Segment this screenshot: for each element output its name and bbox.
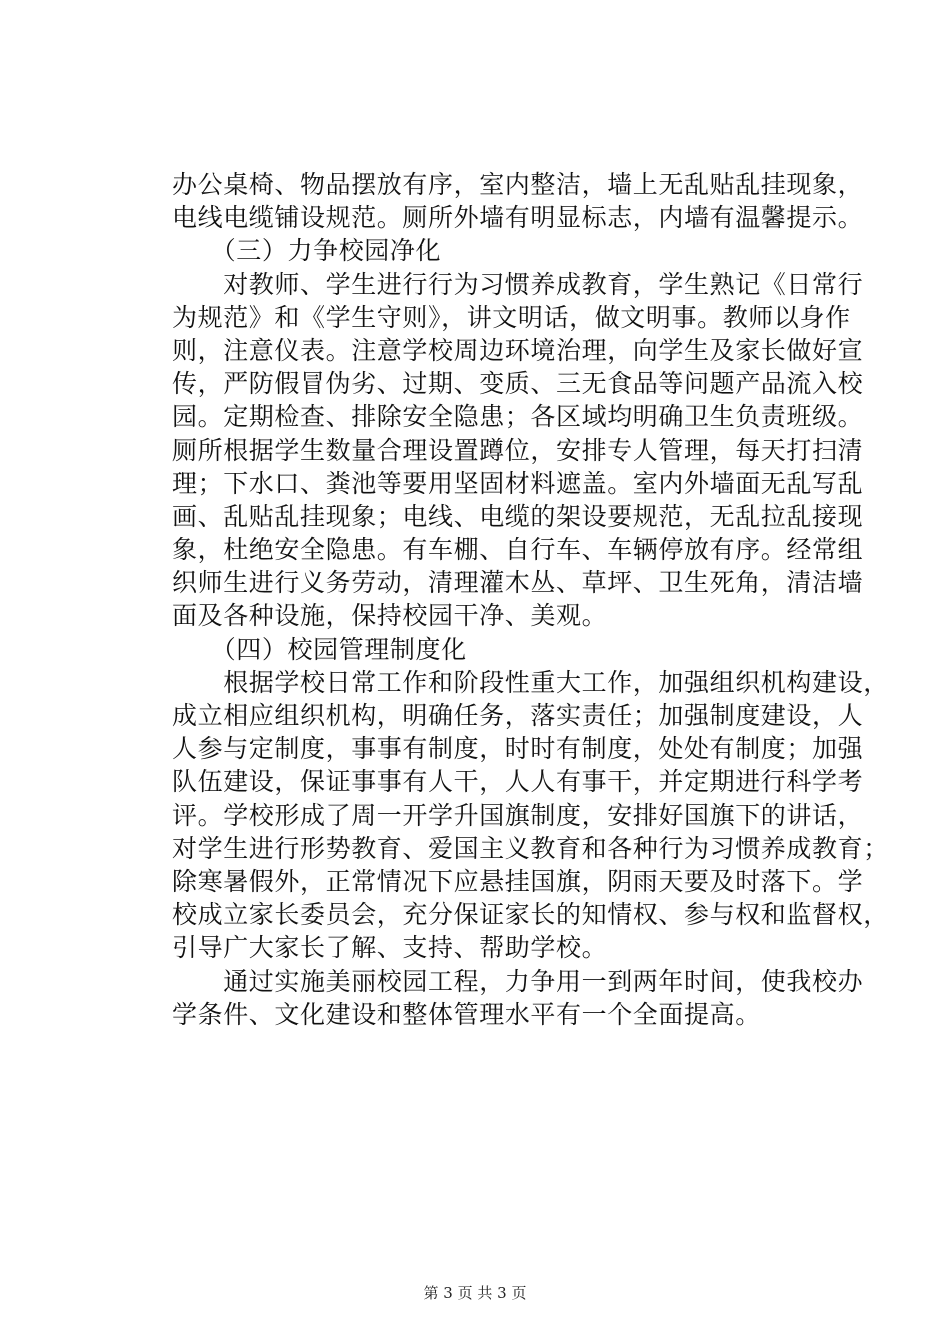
- body-line: 学条件、文化建设和整体管理水平有一个全面提高。: [172, 999, 761, 1029]
- section-heading: （四）校园管理制度化: [172, 634, 467, 664]
- body-line: 除寒暑假外，正常情况下应悬挂国旗，阴雨天要及时落下。学: [172, 866, 864, 896]
- body-line: 园。定期检查、排除安全隐患；各区域均明确卫生负责班级。: [172, 402, 864, 432]
- page-number: 第 3 页 共 3 页: [423, 1284, 527, 1302]
- body-line: 厕所根据学生数量合理设置蹲位，安排专人管理，每天打扫清: [172, 435, 864, 465]
- body-line: 对教师、学生进行行为习惯养成教育，学生熟记《日常行: [172, 269, 864, 299]
- body-line: 办公桌椅、物品摆放有序，室内整洁，墙上无乱贴乱挂现象，: [172, 170, 864, 199]
- section-heading: （三）力争校园净化: [172, 236, 442, 266]
- body-line: 人参与定制度，事事有制度，时时有制度，处处有制度；加强: [172, 734, 864, 764]
- body-line: 理；下水口、粪池等要用坚固材料遮盖。室内外墙面无乱写乱: [172, 468, 864, 498]
- body-line: 电线电缆铺设规范。厕所外墙有明显标志，内墙有温馨提示。: [172, 203, 864, 233]
- body-line: 传，严防假冒伪劣、过期、变质、三无食品等问题产品流入校: [172, 369, 864, 399]
- body-line: 通过实施美丽校园工程，力争用一到两年时间，使我校办: [172, 966, 864, 996]
- page-footer: [0, 1283, 950, 1303]
- body-line: 对学生进行形势教育、爱国主义教育和各种行为习惯养成教育；: [172, 833, 889, 863]
- body-line: 则，注意仪表。注意学校周边环境治理，向学生及家长做好宣: [172, 335, 864, 365]
- body-line: 评。学校形成了周一开学升国旗制度，安排好国旗下的讲话，: [172, 800, 864, 830]
- document-body: [172, 168, 889, 1031]
- body-line: 象，杜绝安全隐患。有车棚、自行车、车辆停放有序。经常组: [172, 535, 864, 565]
- body-line: 织师生进行义务劳动，清理灌木丛、草坪、卫生死角，清洁墙: [172, 568, 864, 598]
- body-line: 画、乱贴乱挂现象；电线、电缆的架设要规范，无乱拉乱接现: [172, 501, 864, 531]
- body-line: 为规范》和《学生守则》，讲文明话，做文明事。教师以身作: [172, 302, 851, 332]
- body-line: 校成立家长委员会，充分保证家长的知情权、参与权和监督权，: [172, 900, 889, 930]
- body-line: 面及各种设施，保持校园干净、美观。: [172, 601, 608, 631]
- body-line: 根据学校日常工作和阶段性重大工作，加强组织机构建设，: [172, 667, 889, 697]
- body-line: 引导广大家长了解、支持、帮助学校。: [172, 933, 608, 963]
- body-line: 队伍建设，保证事事有人干，人人有事干，并定期进行科学考: [172, 767, 864, 797]
- body-line: 成立相应组织机构，明确任务，落实责任；加强制度建设，人: [172, 701, 864, 730]
